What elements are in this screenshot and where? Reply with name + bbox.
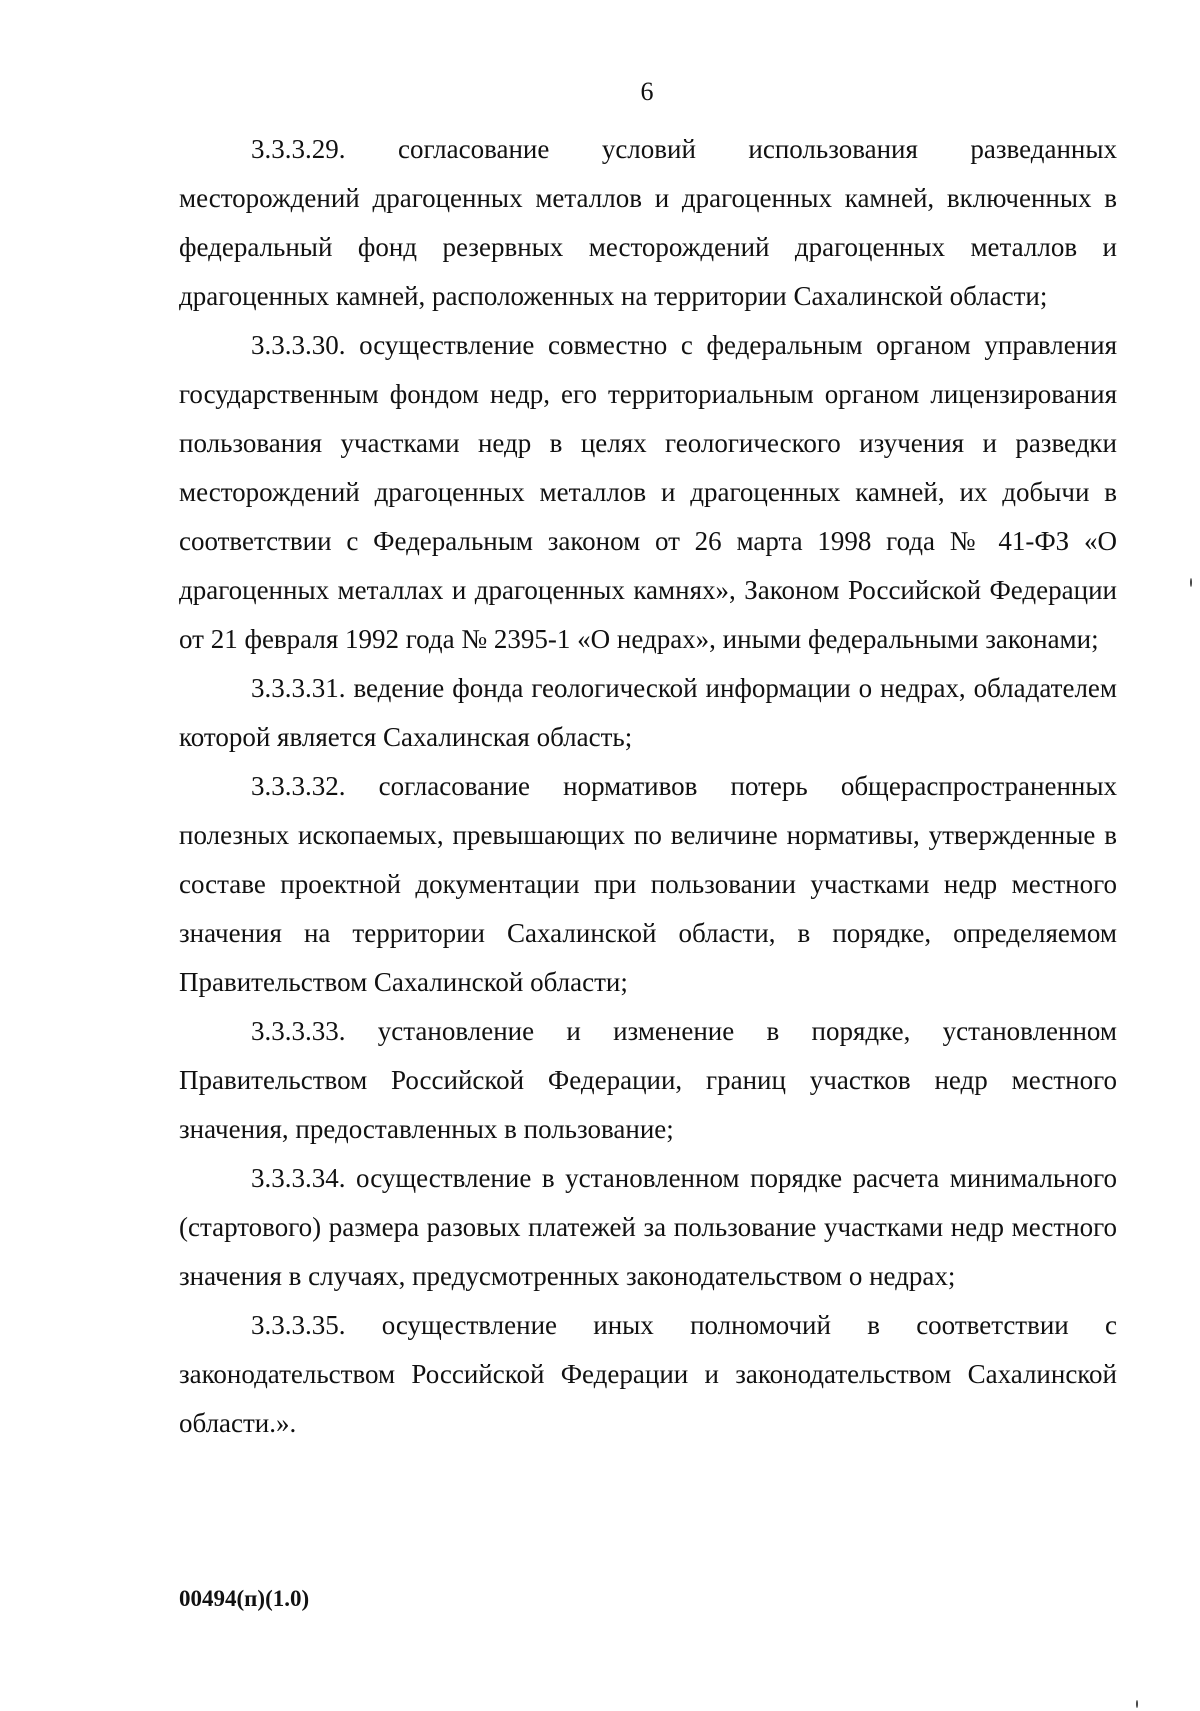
paragraph-3-3-3-30: 3.3.3.30. осуществление совместно с федеральным органом управления государственным фондом недр, его территориальным органом лицензирования пользования участками недр в целях геологического изучения и разведки месторождений драгоценных металлов и драгоценных камней, их добычи в соответствии с Федеральным законом от 26 марта 1998 года № 41-ФЗ «О драгоценных металлах и драгоценных камнях», Законом Российской Федерации от 21 февраля 1992 года № 2395-1 «О недрах», иными федеральными законами;	[179, 330, 1117, 654]
document-body	[179, 125, 1117, 1448]
document-code: 00494(п)(1.0)	[179, 1586, 310, 1611]
paragraph-3-3-3-29: 3.3.3.29. согласование условий использования разведанных месторождений драгоценных металлов и драгоценных камней, включенных в федеральный фонд резервных месторождений драгоценных металлов и драгоценных камней, расположенных на территории Сахалинской области;	[179, 134, 1117, 311]
paragraph-3-3-3-35: 3.3.3.35. осуществление иных полномочий в соответствии с законодательством Российской Федерации и законодательством Сахалинской области.».	[179, 1310, 1117, 1438]
scan-speck	[1136, 1700, 1138, 1708]
paragraph-3-3-3-34: 3.3.3.34. осуществление в установленном порядке расчета минимального (стартового) размера разовых платежей за пользование участками недр местного значения в случаях, предусмотренных законодательством о недрах;	[179, 1163, 1117, 1291]
paragraph-3-3-3-32: 3.3.3.32. согласование нормативов потерь общераспространенных полезных ископаемых, превышающих по величине нормативы, утвержденные в составе проектной документации при пользовании участками недр местного значения на территории Сахалинской области, в порядке, определяемом Правительством Сахалинской области;	[179, 771, 1117, 997]
paragraph-3-3-3-33: 3.3.3.33. установление и изменение в порядке, установленном Правительством Российской Федерации, границ участков недр местного значения, предоставленных в пользование;	[179, 1016, 1117, 1144]
scan-speck	[1190, 578, 1192, 587]
paragraph-3-3-3-31: 3.3.3.31. ведение фонда геологической информации о недрах, обладателем которой является Сахалинская область;	[179, 673, 1117, 752]
page-number: 6	[640, 77, 654, 106]
